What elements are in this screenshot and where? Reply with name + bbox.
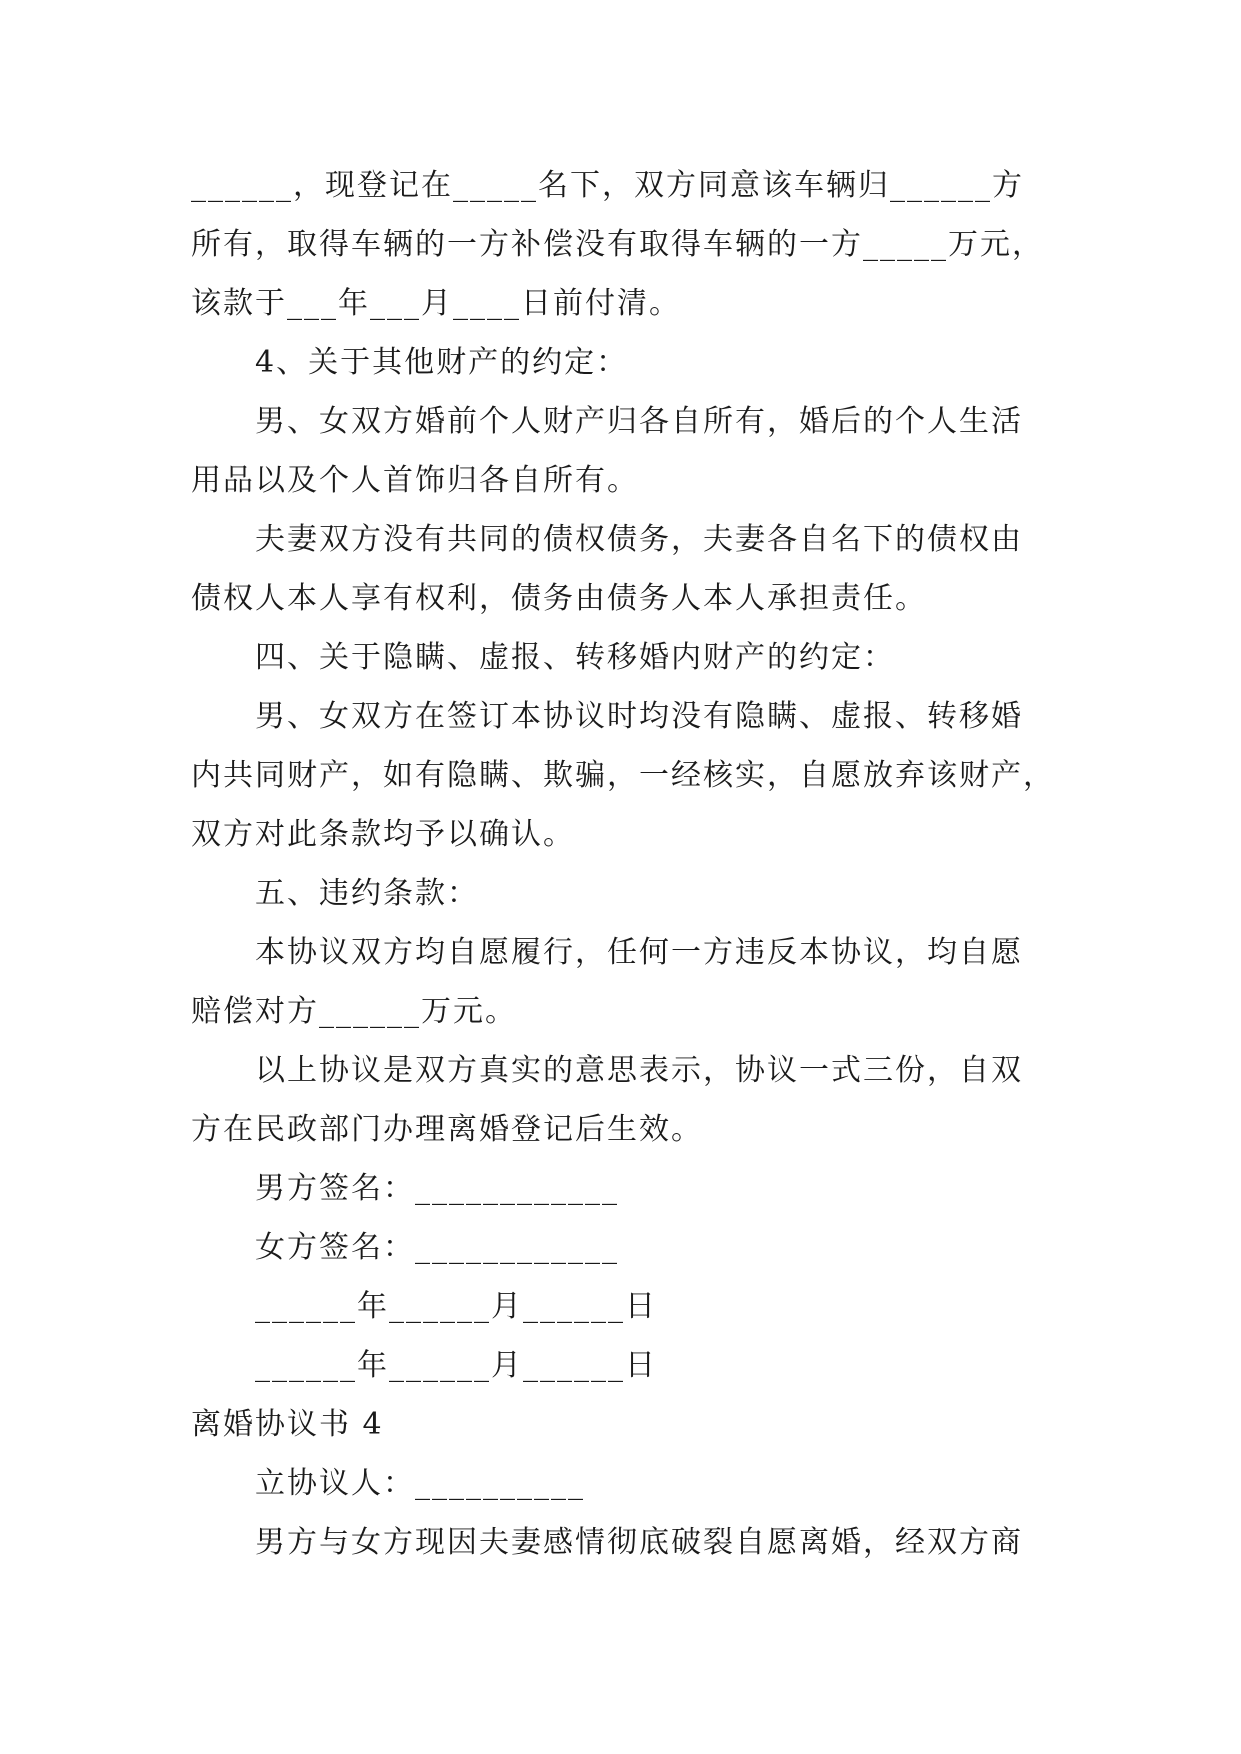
paragraph-line: 以上协议是双方真实的意思表示，协议一式三份，自双 xyxy=(255,1053,1023,1088)
male-signature-line: 男方签名：____________ xyxy=(255,1171,619,1206)
date-line: ______年______月______日 xyxy=(255,1289,657,1324)
female-signature-line: 女方签名：____________ xyxy=(255,1230,619,1265)
paragraph-line: 赔偿对方______万元。 xyxy=(191,994,517,1029)
document-title: 离婚协议书 4 xyxy=(191,1407,384,1442)
paragraph-line: 债权人本人享有权利，债务由债务人本人承担责任。 xyxy=(191,581,927,616)
paragraph-line: 夫妻双方没有共同的债权债务，夫妻各自名下的债权由 xyxy=(255,522,1023,557)
paragraph-line: 该款于___年___月____日前付清。 xyxy=(191,286,681,321)
paragraph-line: 内共同财产，如有隐瞒、欺骗，一经核实，自愿放弃该财产， xyxy=(191,758,1055,793)
paragraph-line: 男、女双方婚前个人财产归各自所有，婚后的个人生活 xyxy=(255,404,1023,439)
party-line: 立协议人：__________ xyxy=(255,1466,585,1501)
paragraph-line: 男、女双方在签订本协议时均没有隐瞒、虚报、转移婚 xyxy=(255,699,1023,734)
section-heading: 四、关于隐瞒、虚报、转移婚内财产的约定： xyxy=(255,640,895,675)
section-heading: 4、关于其他财产的约定： xyxy=(255,345,629,380)
paragraph-line: 用品以及个人首饰归各自所有。 xyxy=(191,463,639,498)
document-body xyxy=(191,156,1061,1572)
paragraph-line: 本协议双方均自愿履行，任何一方违反本协议，均自愿 xyxy=(255,935,1023,970)
paragraph-line: 所有，取得车辆的一方补偿没有取得车辆的一方_____万元， xyxy=(191,227,1044,262)
paragraph-line: ______，现登记在_____名下，双方同意该车辆归______方 xyxy=(191,168,1024,203)
paragraph-line: 男方与女方现因夫妻感情彻底破裂自愿离婚，经双方商 xyxy=(255,1525,1023,1560)
date-line: ______年______月______日 xyxy=(255,1348,657,1383)
paragraph-line: 方在民政部门办理离婚登记后生效。 xyxy=(191,1112,703,1147)
paragraph-line: 双方对此条款均予以确认。 xyxy=(191,817,575,852)
section-heading: 五、违约条款： xyxy=(255,876,479,911)
